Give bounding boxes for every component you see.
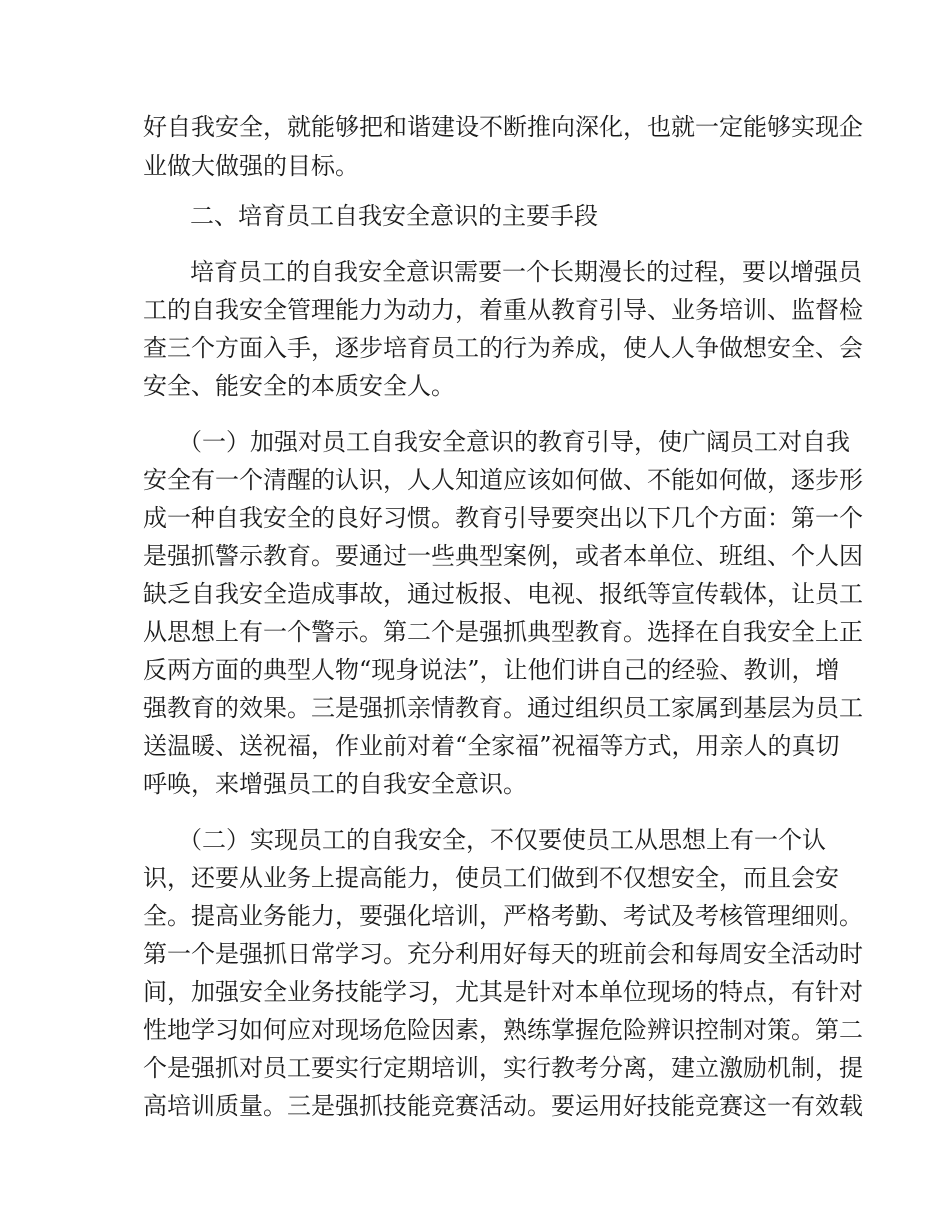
text-line: 高培训质量。三是强抓技能竞赛活动。要运用好技能竞赛这一有效载	[143, 1092, 863, 1120]
text-line: 强教育的效果。三是强抓亲情教育。通过组织员工家属到基层为员工	[143, 694, 863, 722]
text-line: 安全、能安全的本质安全人。	[143, 372, 455, 400]
text-line: 缺乏自我安全造成事故，通过板报、电视、报纸等宣传载体，让员工	[143, 580, 863, 608]
text-line: 成一种自我安全的良好习惯。教育引导要突出以下几个方面：第一个	[143, 504, 863, 532]
text-line: 是强抓警示教育。要通过一些典型案例，或者本单位、班组、个人因	[143, 542, 863, 570]
text-line: 反两方面的典型人物“现身说法”，让他们讲自己的经验、教训，增	[143, 656, 840, 684]
text-line: 送温暖、送祝福，作业前对着“全家福”祝福等方式，用亲人的真切	[143, 732, 840, 760]
text-line: 间，加强安全业务技能学习，尤其是针对本单位现场的特点，有针对	[143, 978, 863, 1006]
text-line: 第一个是强抓日常学习。充分利用好每天的班前会和每周安全活动时	[143, 940, 863, 968]
text-line: 呼唤，来增强员工的自我安全意识。	[143, 770, 527, 798]
text-line: （二）实现员工的自我安全，不仅要使员工从思想上有一个认	[178, 826, 826, 854]
text-line: 培育员工的自我安全意识需要一个长期漫长的过程，要以增强员	[190, 258, 862, 286]
text-line: 工的自我安全管理能力为动力，着重从教育引导、业务培训、监督检	[143, 296, 863, 324]
text-line: 个是强抓对员工要实行定期培训，实行教考分离，建立激励机制，提	[143, 1054, 863, 1082]
text-line: 安全有一个清醒的认识，人人知道应该如何做、不能如何做，逐步形	[143, 466, 863, 494]
section-heading: 二、培育员工自我安全意识的主要手段	[190, 202, 598, 230]
text-line: 业做大做强的目标。	[143, 152, 359, 180]
text-line: 性地学习如何应对现场危险因素，熟练掌握危险辨识控制对策。第二	[143, 1016, 863, 1044]
text-line: 识，还要从业务上提高能力，使员工们做到不仅想安全，而且会安	[143, 864, 839, 892]
text-line: 好自我安全，就能够把和谐建设不断推向深化，也就一定能够实现企	[143, 113, 863, 141]
text-line: 从思想上有一个警示。第二个是强抓典型教育。选择在自我安全上正	[143, 618, 863, 646]
text-line: （一）加强对员工自我安全意识的教育引导，使广阔员工对自我	[178, 428, 850, 456]
text-line: 全。提高业务能力，要强化培训，严格考勤、考试及考核管理细则。	[143, 902, 863, 930]
text-line: 查三个方面入手，逐步培育员工的行为养成，使人人争做想安全、会	[143, 334, 863, 362]
